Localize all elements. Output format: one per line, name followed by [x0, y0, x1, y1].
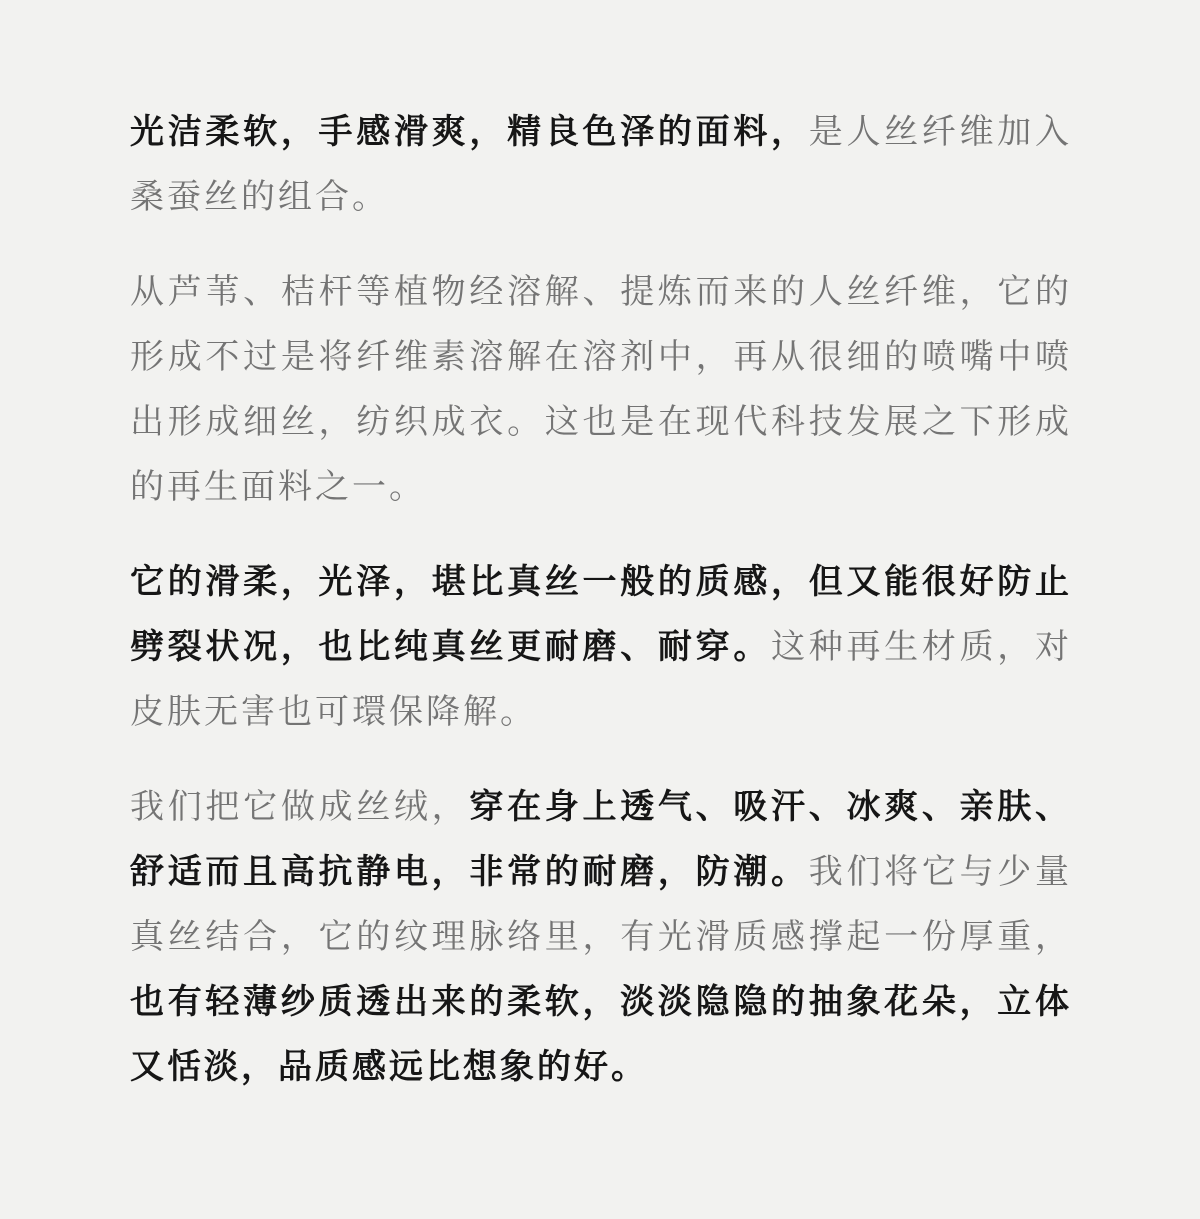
paragraph-4-highlight-b: 也有轻薄纱质透出来的柔软，淡淡隐隐的抽象花朵，立体又恬淡，品质感远比想象的好。: [130, 982, 1072, 1087]
paragraph-3-highlight: 它的滑柔，光泽，堪比真丝一般的质感，但又能很好防止劈裂状况，也比纯真丝更耐磨、耐穿。: [130, 562, 1072, 667]
paragraph-2: [130, 260, 1072, 520]
paragraph-1-text: 是人丝纤维加入桑蚕丝的组合。: [130, 112, 1072, 217]
paragraph-4-text-a: 我们把它做成丝绒，: [130, 787, 470, 827]
paragraph-2-text: 从芦苇、桔杆等植物经溶解、提炼而来的人丝纤维，它的形成不过是将纤维素溶解在溶剂中，再从很细的喷嘴中喷出形成细丝，纺织成衣。这也是在现代科技发展之下形成的再生面料之一。: [130, 272, 1072, 507]
paragraph-1-highlight: 光洁柔软，手感滑爽，精良色泽的面料，: [130, 112, 809, 152]
paragraph-3-text: 这种再生材质，对皮肤无害也可環保降解。: [130, 627, 1073, 732]
paragraph-3: [130, 550, 1072, 745]
paragraph-4-highlight-a: 穿在身上透气、吸汗、冰爽、亲肤、舒适而且高抗静电，非常的耐磨，防潮。: [130, 787, 1072, 892]
article-body: [130, 100, 1072, 1130]
paragraph-1: [130, 100, 1072, 230]
paragraph-4: [130, 775, 1072, 1100]
paragraph-4-text-b: 我们将它与少量真丝结合，它的纹理脉络里，有光滑质感撑起一份厚重，: [130, 852, 1072, 957]
